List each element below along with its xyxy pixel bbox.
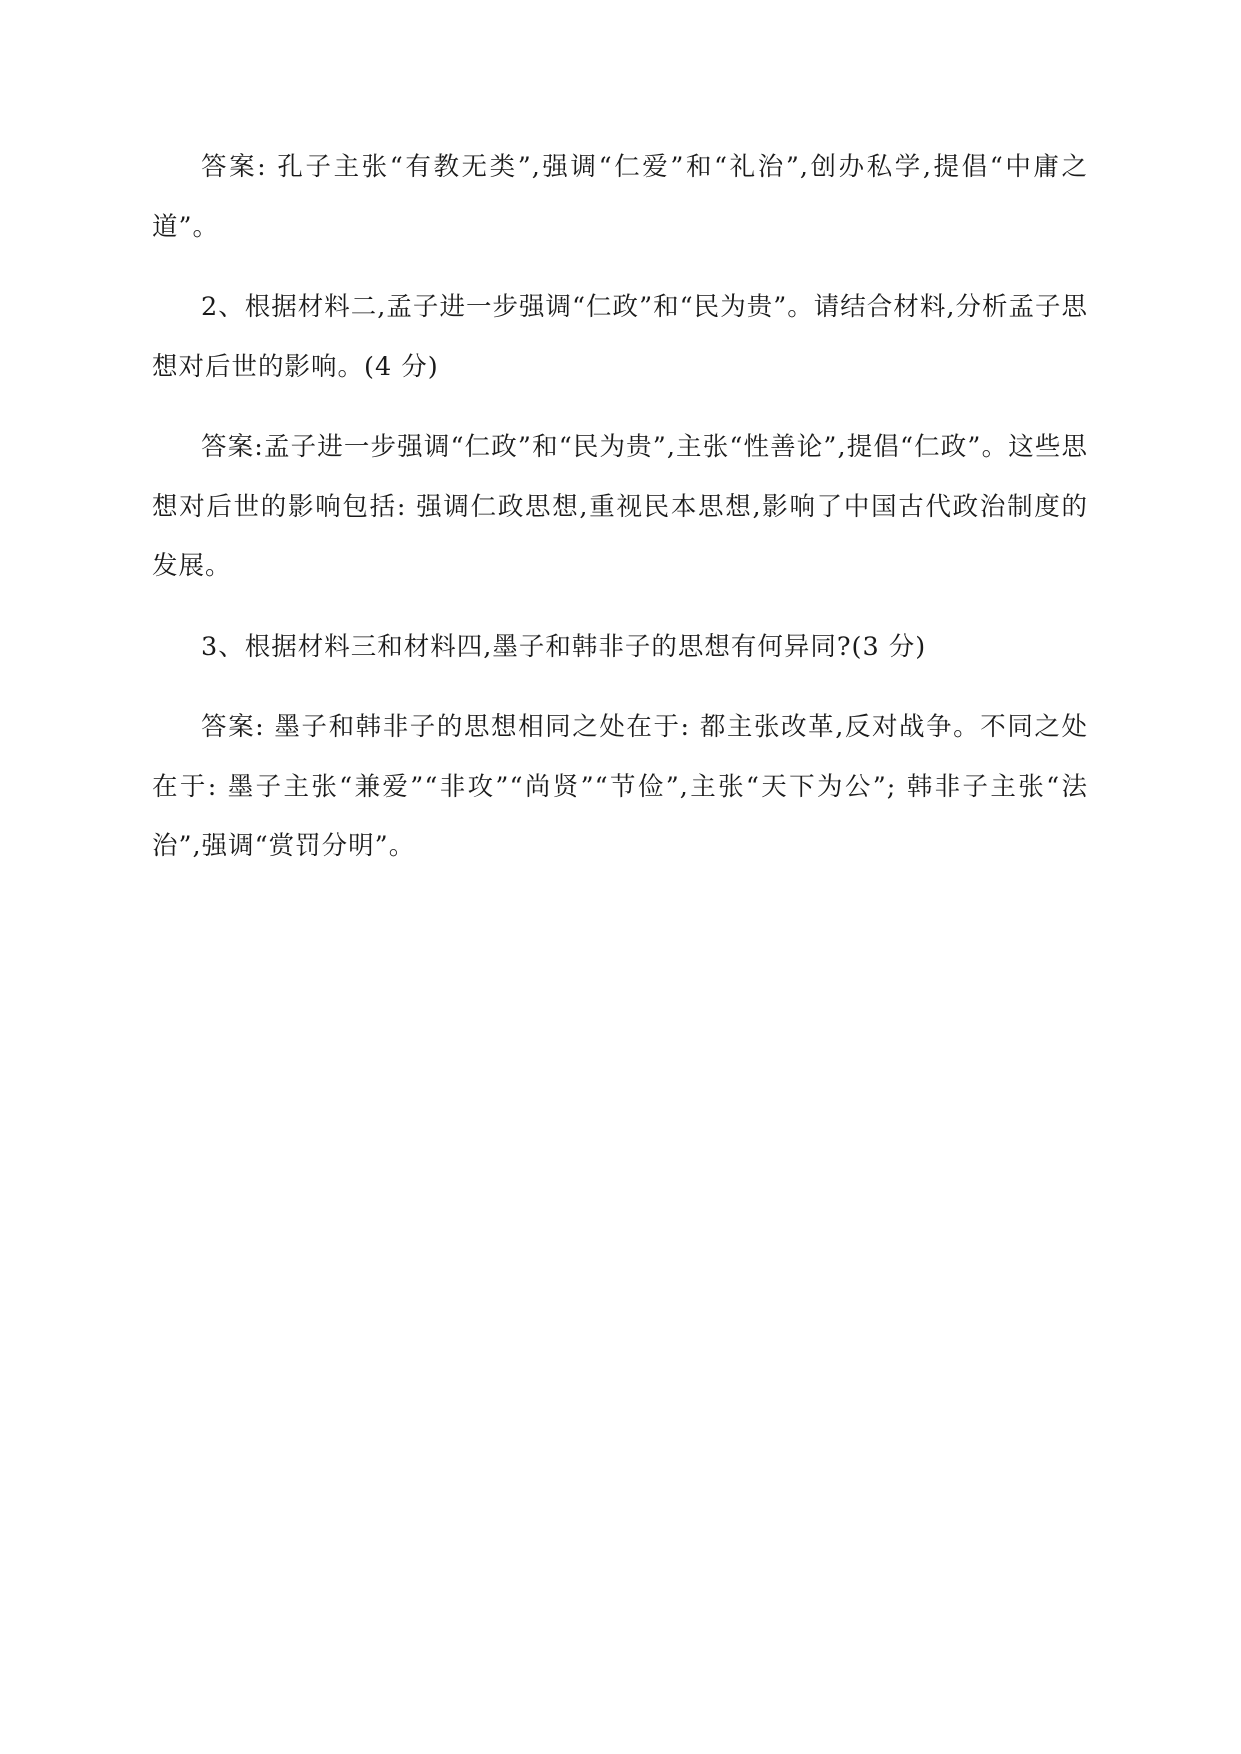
document-page: [152, 138, 1088, 877]
question-3-paragraph: 3、根据材料三和材料四,墨子和韩非子的思想有何异同?(3 分): [201, 631, 927, 662]
answer-2-paragraph: 答案:孟子进一步强调“仁政”和“民为贵”,主张“性善论”,提倡“仁政”。这些思想对后世的影响包括: 强调仁政思想,重视民本思想,影响了中国古代政治制度的发展。: [152, 432, 1088, 581]
answer-3-paragraph: 答案: 墨子和韩非子的思想相同之处在于: 都主张改革,反对战争。不同之处在于: 墨子主张“兼爱”“非攻”“尚贤”“节俭”,主张“天下为公”; 韩非子主张“法治”,强调“赏罚分明”。: [152, 712, 1088, 861]
answer-1-paragraph: 答案: 孔子主张“有教无类”,强调“仁爱”和“礼治”,创办私学,提倡“中庸之道”。: [152, 152, 1088, 242]
question-2-paragraph: 2、根据材料二,孟子进一步强调“仁政”和“民为贵”。请结合材料,分析孟子思想对后世的影响。(4 分): [152, 292, 1088, 382]
